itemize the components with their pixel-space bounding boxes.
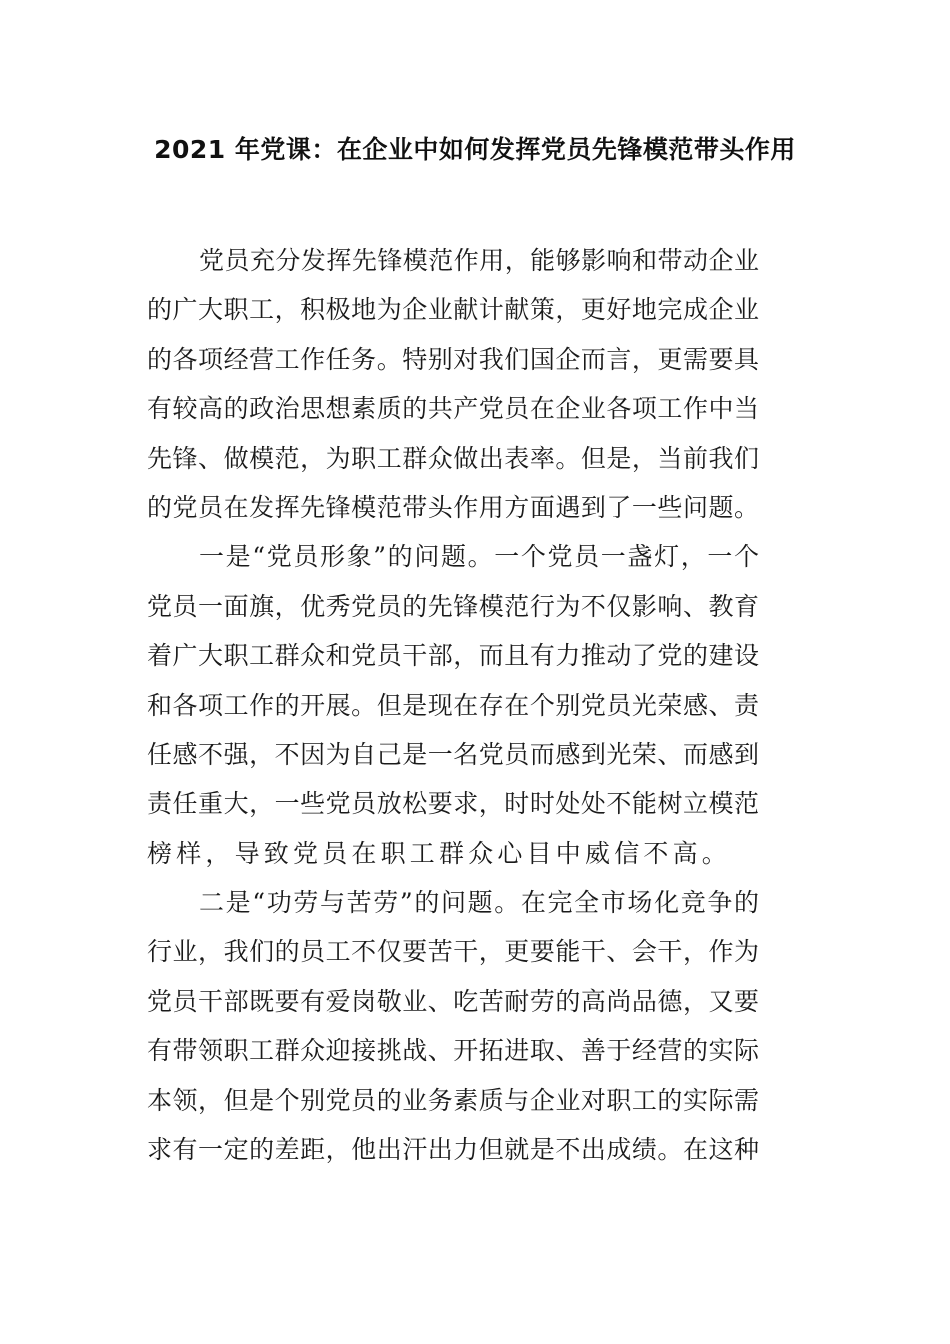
paragraph-2-line-1: 一是“党员形象”的问题。一个党员一盏灯，一个 — [199, 542, 759, 572]
paragraph-2-line-4: 和各项工作的开展。但是现在存在个别党员光荣感、责 — [147, 690, 759, 720]
paragraph-1-line-3: 的各项经营工作任务。特别对我们国企而言，更需要具 — [147, 344, 759, 374]
paragraph-1-line-6: 的党员在发挥先锋模范带头作用方面遇到了一些问题。 — [147, 492, 759, 522]
paragraph-3-line-1: 二是“功劳与苦劳”的问题。在完全市场化竞争的 — [199, 888, 759, 918]
document-body — [147, 236, 759, 1174]
paragraph-1-line-2: 的广大职工，积极地为企业献计献策，更好地完成企业 — [147, 295, 759, 325]
paragraph-1-line-5: 先锋、做模范，为职工群众做出表率。但是，当前我们 — [147, 443, 759, 473]
paragraph-3-line-4: 有带领职工群众迎接挑战、开拓进取、善于经营的实际 — [147, 1036, 759, 1066]
paragraph-3-line-3: 党员干部既要有爱岗敬业、吃苦耐劳的高尚品德，又要 — [147, 986, 759, 1016]
paragraph-3-line-6: 求有一定的差距，他出汗出力但就是不出成绩。在这种 — [147, 1135, 759, 1165]
paragraph-1-line-1: 党员充分发挥先锋模范作用，能够影响和带动企业 — [199, 246, 759, 275]
paragraph-2-line-7: 榜样，导致党员在职工群众心目中威信不高。 — [147, 838, 732, 868]
paragraph-1-line-4: 有较高的政治思想素质的共产党员在企业各项工作中当 — [147, 394, 759, 424]
document-title: 2021 年党课：在企业中如何发挥党员先锋模范带头作用 — [154, 135, 796, 164]
paragraph-2-line-5: 任感不强，不因为自己是一名党员而感到光荣、而感到 — [147, 739, 759, 769]
paragraph-3-line-2: 行业，我们的员工不仅要苦干，更要能干、会干，作为 — [147, 937, 759, 967]
paragraph-2-line-6: 责任重大，一些党员放松要求，时时处处不能树立模范 — [147, 789, 759, 819]
paragraph-2-line-3: 着广大职工群众和党员干部，而且有力推动了党的建设 — [147, 641, 759, 671]
paragraph-3-line-5: 本领，但是个别党员的业务素质与企业对职工的实际需 — [147, 1085, 759, 1115]
paragraph-2-line-2: 党员一面旗，优秀党员的先锋模范行为不仅影响、教育 — [147, 591, 759, 621]
